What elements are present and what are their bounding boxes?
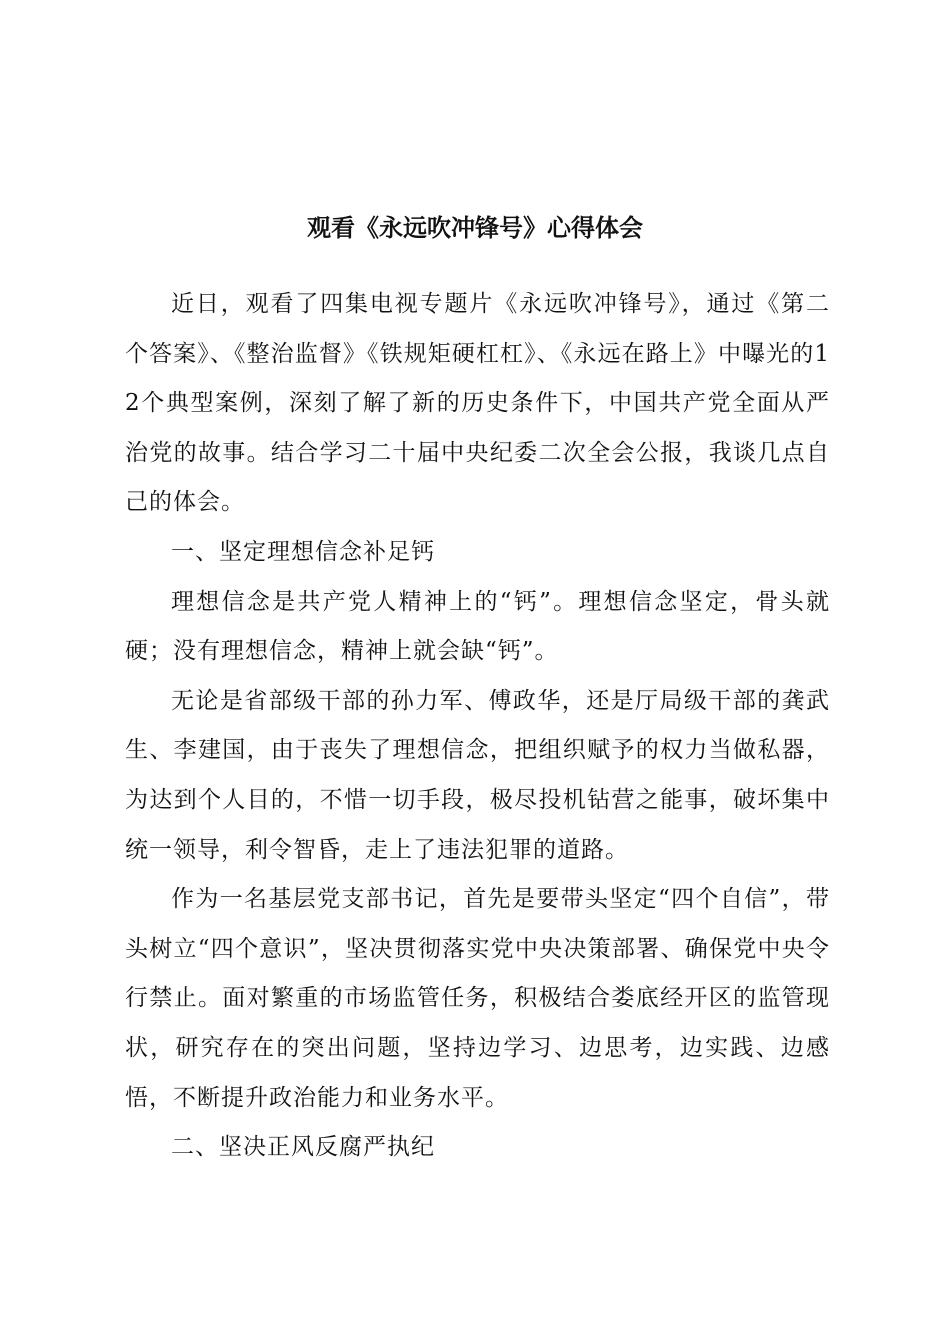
document-title: 观看《永远吹冲锋号》心得体会 [307, 214, 643, 242]
intro-paragraph: 近日，观看了四集电视专题片《永远吹冲锋号》，通过《第二个答案》、《整治监督》《铁规矩硬杠杠》、《永远在路上》中曝光的12个典型案例，深刻了解了新的历史条件下，中国共产党全面从严治党的故事。结合学习二十届中央纪委二次全会公报，我谈几点自己的体会。 [125, 291, 830, 516]
section1-paragraph-2: 无论是省部级干部的孙力军、傅政华，还是厅局级干部的龚武生、李建国，由于丧失了理想信念，把组织赋予的权力当做私器，为达到个人目的，不惜一切手段，极尽投机钻营之能事，破坏集中统一领导，利令智昏，走上了违法犯罪的道路。 [125, 687, 830, 863]
section1-paragraph-1: 理想信念是共产党人精神上的“钙”。理想信念坚定，骨头就硬；没有理想信念，精神上就会缺“钙”。 [125, 588, 830, 665]
section-heading-2: 二、坚决正风反腐严执纪 [171, 1134, 435, 1161]
document-body [125, 280, 830, 1173]
section1-paragraph-3: 作为一名基层党支部书记，首先是要带头坚定“四个自信”，带头树立“四个意识”，坚决贯彻落实党中央决策部署、确保党中央令行禁止。面对繁重的市场监管任务，积极结合娄底经开区的监管现状，研究存在的突出问题，坚持边学习、边思考，边实践、边感悟，不断提升政治能力和业务水平。 [125, 886, 830, 1111]
section-heading-1: 一、坚定理想信念补足钙 [171, 538, 435, 565]
